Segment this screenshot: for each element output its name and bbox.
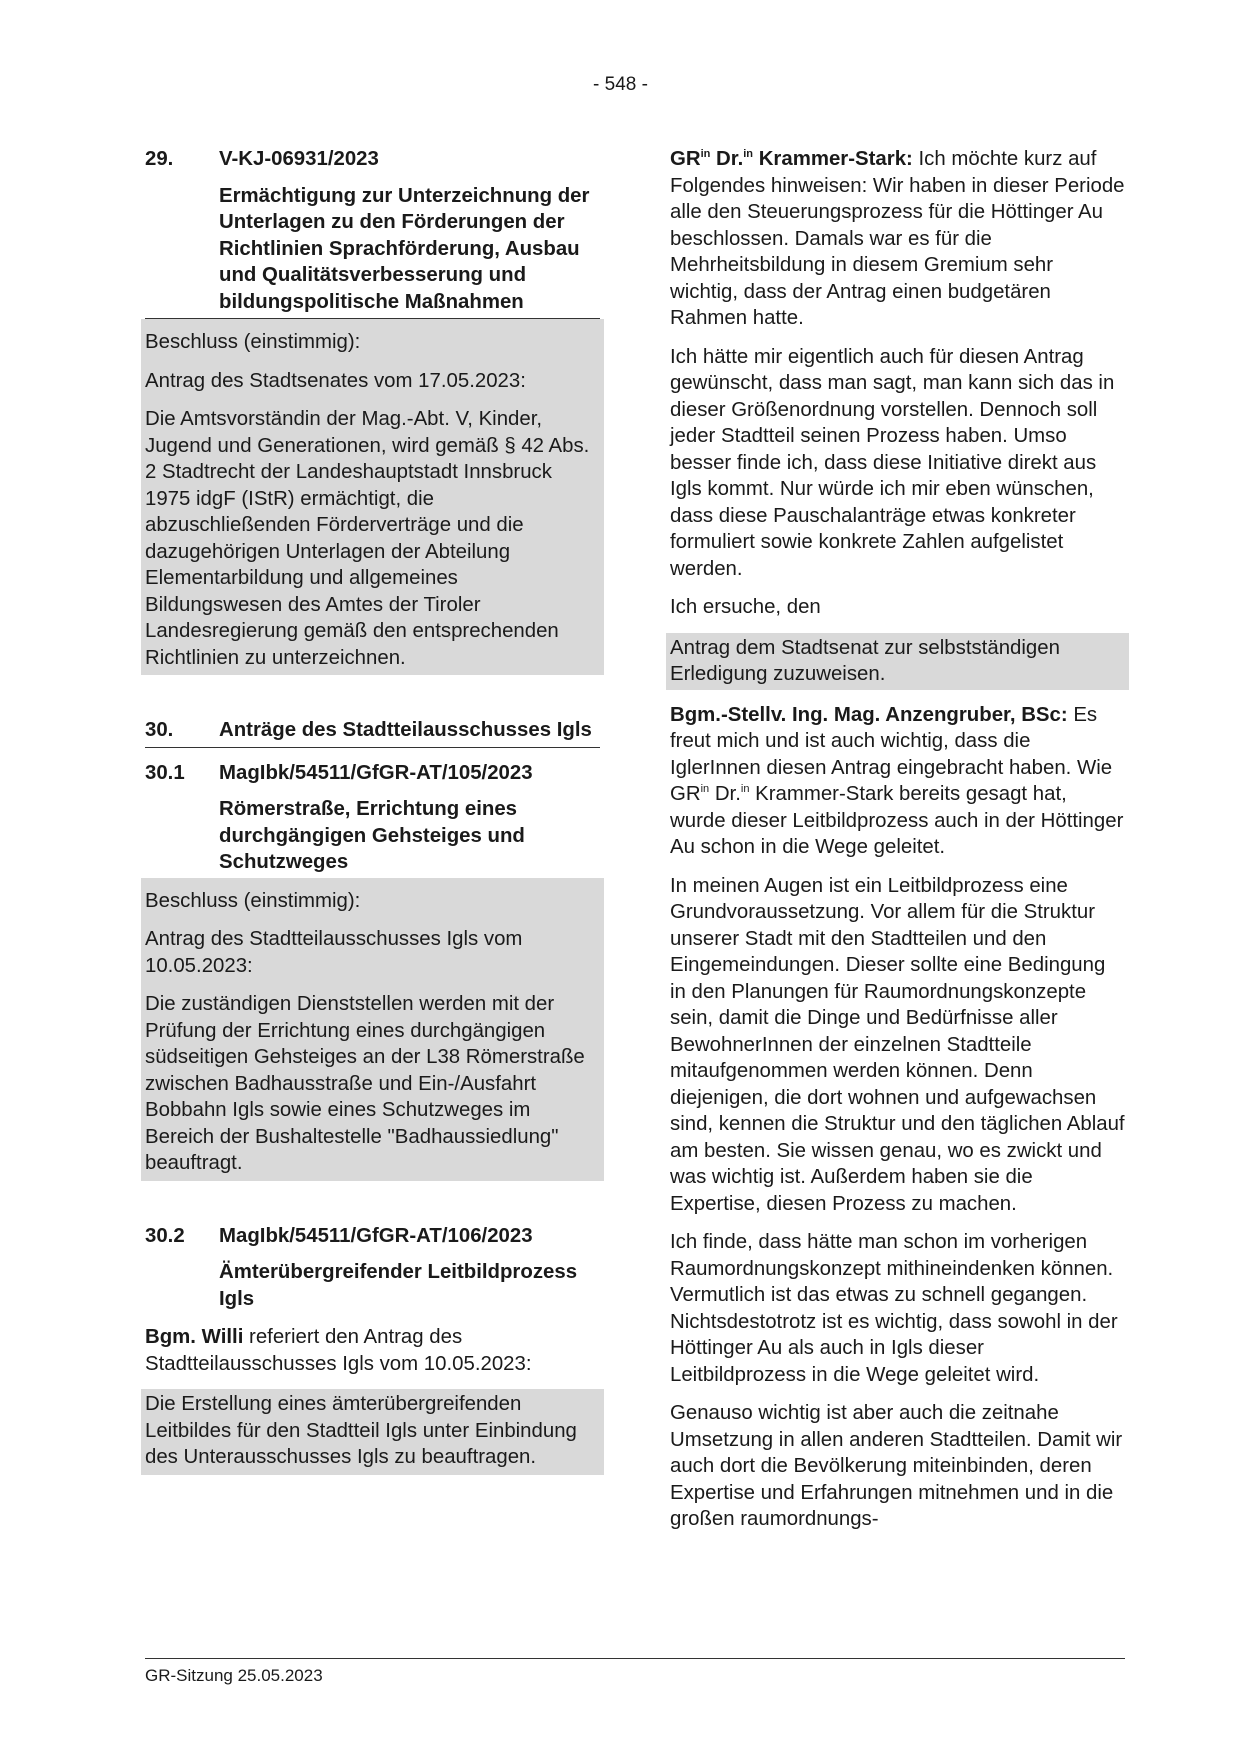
paragraph: In meinen Augen ist ein Leitbildprozess eine Grundvoraussetzung. Vor allem für die Struktur unserer Stadt mit den Stadtteilen und den Eingemeindungen. Dieser sollte eine Bedingung in den Planungen für Raumordnungskonzepte sein, damit die Dinge und Bedürfnisse aller BewohnerInnen der einzelnen Stadtteile mitaufgenommen werden können. Denn diejenigen, die dort wohnen und aufgewachsen sind, kennen die Struktur und den täglichen Ablauf am besten. Sie wissen genau, wo es zwickt und was wichtig ist. Außerdem haben sie die Expertise, diesen Prozess zu machen. <box>670 874 1125 1215</box>
item-30-1-title: Römerstraße, Errichtung eines durchgängigen Gehsteiges und Schutzweges <box>219 798 525 873</box>
decision-box-29 <box>141 319 604 675</box>
item-30-1-header <box>145 760 600 787</box>
speaker-name: Bgm. Willi <box>145 1326 244 1348</box>
decision-label: Beschluss (einstimmig): <box>145 331 361 353</box>
speaker-2-paragraph: Bgm.-Stellv. Ing. Mag. Anzengruber, BSc: Es freut mich und ist auch wichtig, dass die IglerInnen diesen Antrag eingebracht haben. Wie $GR^{in}$ Dr.$^{in}$ Krammer-Stark bereits gesagt hat, wurde dieser Leitbildprozess auch in der Höttinger Au schon in die Wege geleitet. <box>670 703 1124 858</box>
motion-box-right <box>666 633 1129 690</box>
decision-box-30-1 <box>141 878 604 1181</box>
left-column <box>145 146 600 1475</box>
item-number: 29. <box>145 148 174 170</box>
paragraph: Ich finde, dass hätte man schon im vorherigen Raumordnungskonzept mithineindenken können. Vermutlich ist das etwas zu schnell gegangen. Nichtsdestotrotz ist es wichtig, dass sowohl in der Höttinger Au als auch in Igls dieser Leitbildprozess in die Wege geleitet wird. <box>670 1231 1118 1386</box>
motion-source: Antrag des Stadtteilausschusses Igls vom 10.05.2023: <box>145 928 523 977</box>
page-number: - 548 - <box>593 74 648 95</box>
item-number: 30. <box>145 719 174 741</box>
motion-text: Die Erstellung eines ämterübergreifenden Leitbildes für den Stadtteil Igls unter Einbindung des Unterausschusses Igls zu beauftragen. <box>145 1393 577 1468</box>
right-column <box>670 146 1125 1545</box>
speaker-name: $GR^{in}$ Dr.$^{in}$ Krammer-Stark: <box>670 148 913 170</box>
footer: GR-Sitzung 25.05.2023 <box>145 1666 323 1685</box>
item-30-header <box>145 717 600 748</box>
item-30-2-title: Ämterübergreifender Leitbildprozess Igls <box>219 1261 578 1310</box>
item-code: MagIbk/54511/GfGR-AT/106/2023 <box>219 1224 533 1247</box>
item-number: 30.2 <box>145 1224 185 1247</box>
speaker-1-paragraph: $GR^{in}$ Dr.$^{in}$ Krammer-Stark: Ich möchte kurz auf Folgendes hinweisen: Wir haben in dieser Periode alle den Steuerungsprozess für die Höttinger Au beschlossen. Damals war es für die Mehrheitsbildung in diesem Gremium sehr wichtig, dass der Antrag einen budgetären Rahmen hatte. <box>670 148 1125 329</box>
decision-label: Beschluss (einstimmig): <box>145 889 361 912</box>
motion-text: Antrag dem Stadtsenat zur selbstständigen Erledigung zuzuweisen. <box>670 636 1060 685</box>
item-code: MagIbk/54511/GfGR-AT/105/2023 <box>219 761 533 784</box>
motion-source: Antrag des Stadtsenates vom 17.05.2023: <box>145 369 526 392</box>
speaker-paragraph <box>145 1324 600 1377</box>
item-30-2-header <box>145 1223 600 1250</box>
speaker-name: Bgm.-Stellv. Ing. Mag. Anzengruber, BSc: <box>670 703 1068 726</box>
item-29-title: Ermächtigung zur Unterzeichnung der Unterlagen zu den Förderungen der Richtlinien Sprachförderung, Ausbau und Qualitätsverbesserung und bildungspolitische Maßnahmen <box>145 183 600 320</box>
motion-box-30-2 <box>141 1389 604 1475</box>
speaker-text: referiert den Antrag des Stadtteilausschusses Igls vom 10.05.2023: <box>145 1326 532 1375</box>
item-title: Anträge des Stadtteilausschusses Igls <box>219 719 592 741</box>
item-number: 30.1 <box>145 761 185 784</box>
item-29-header <box>145 146 600 173</box>
footer-divider <box>145 1658 1125 1659</box>
paragraph: Genauso wichtig ist aber auch die zeitnahe Umsetzung in allen anderen Stadtteilen. Damit wir auch dort die Bevölkerung miteinbinden, deren Expertise und Erfahrungen mitnehmen und in die großen raumordnungs- <box>670 1402 1123 1530</box>
paragraph: Ich ersuche, den <box>670 596 821 618</box>
paragraph: Ich hätte mir eigentlich auch für diesen Antrag gewünscht, dass man sagt, man kann sich das in dieser Größenordnung vorstellen. Dennoch soll jeder Stadtteil seinen Prozess haben. Umso besser finde ich, dass diese Initiative direkt aus Igls kommt. Nur würde ich mir eben wünschen, dass diese Pauschalanträge etwas konkreter formuliert sowie konkrete Zahlen aufgelistet werden. <box>670 345 1115 580</box>
motion-text: Die zuständigen Dienststellen werden mit der Prüfung der Errichtung eines durchgängigen südseitigen Gehsteiges an der L38 Römerstraße zwischen Badhausstraße und Ein-/Ausfahrt Bobbahn Igls sowie eines Schutzweges im Bereich der Bushaltestelle "Badhaussiedlung" beauftragt. <box>145 993 585 1174</box>
item-code: V-KJ-06931/2023 <box>219 148 379 170</box>
motion-text: Die Amtsvorständin der Mag.-Abt. V, Kinder, Jugend und Generationen, wird gemäß § 42 Abs. 2 Stadtrecht der Landeshauptstadt Innsbruck 1975 idgF (IStR) ermächtigt, die abzuschließenden Förderverträge und die dazugehörigen Unterlagen der Abteilung Elementarbildung und allgemeines Bildungswesen des Amtes der Tiroler Landesregierung gemäß den entsprechenden Richtlinien zu unterzeichnen. <box>145 408 590 669</box>
